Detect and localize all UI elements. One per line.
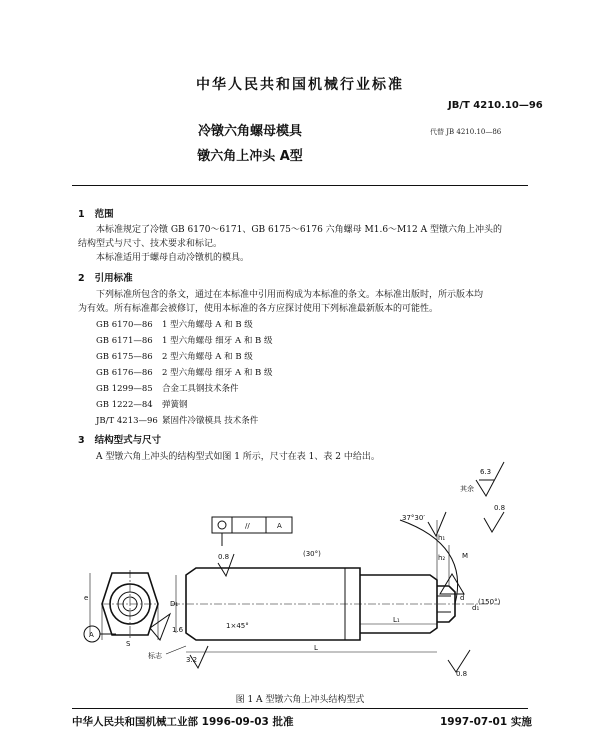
replaces-standard: 代替 JB 4210.10—86	[430, 128, 502, 136]
tolerance-frame	[212, 517, 292, 546]
section-number: 1	[78, 209, 85, 220]
datum-A-label: A	[89, 631, 94, 639]
reference-item: JB/T 4213—96 紧固件冷镦模具 技术条件	[96, 416, 259, 426]
section-1-para-1b: 结构型式与尺寸、技术要求和标记。	[78, 239, 223, 249]
reference-item: GB 6171—86 1 型六角螺母 细牙 A 和 B 级	[96, 336, 273, 346]
section-3-para-1: A 型镦六角上冲头的结构型式如图 1 所示，尺寸在表 1、表 2 中给出。	[96, 452, 380, 462]
standard-org: 中华人民共和国机械行业标准	[196, 77, 404, 93]
dim-d1: d₁	[472, 604, 480, 612]
mark-label: 标志	[148, 652, 162, 660]
dim-e: e	[84, 594, 89, 602]
rough-other-value: 6.3	[480, 468, 492, 476]
angle-30: (30°)	[303, 550, 321, 558]
dim-M: M	[462, 552, 469, 560]
tol-datum: A	[277, 522, 282, 530]
dim-S: S	[126, 640, 131, 648]
rough-3-2: 3.2	[186, 656, 198, 664]
reference-item: GB 1222—84 弹簧钢	[96, 400, 188, 410]
reference-item: GB 6176—86 2 型六角螺母 细牙 A 和 B 级	[96, 368, 273, 378]
reference-item: GB 6175—86 2 型六角螺母 A 和 B 级	[96, 352, 253, 362]
dim-d: d	[460, 594, 465, 602]
standard-number: JB/T 4210.10—96	[448, 100, 543, 111]
dim-L: L	[314, 644, 318, 652]
section-title: 引用标准	[94, 273, 133, 284]
section-2-para-1b: 为有效。所有标准都会被修订，使用本标准的各方应探讨使用下列标准最新版本的可能性。	[78, 304, 439, 314]
chamfer: 1×45°	[226, 622, 249, 630]
reference-item: GB 1299—85 合金工具钢技术条件	[96, 384, 239, 394]
footer-rule	[72, 708, 528, 709]
punch-body	[148, 550, 500, 668]
document-title: 冷镦六角螺母模具	[197, 124, 302, 139]
reference-item: GB 6170—86 1 型六角螺母 A 和 B 级	[96, 320, 253, 330]
end-view	[84, 570, 184, 648]
dim-D1: D₁	[170, 600, 179, 608]
section-2-para-1a: 下列标准所包含的条文，通过在本标准中引用而构成为本标准的条文。本标准出版时，所示版本均	[96, 290, 484, 300]
dim-h2: h₂	[438, 554, 446, 562]
rough-1-6: 1.6	[172, 626, 184, 634]
angle-37: 37°30′	[402, 514, 425, 522]
section-1-para-2: 本标准适用于螺母自动冷镦机的模具。	[96, 253, 250, 263]
roughness-other-symbol	[460, 462, 504, 496]
rough-0-8-bottom: 0.8	[456, 670, 468, 678]
section-number: 3	[78, 435, 85, 446]
section-title: 范围	[94, 209, 114, 220]
section-1-para-1a: 本标准规定了冷镦 GB 6170～6171、GB 6175～6176 六角螺母 M1.6～M12 A 型镦六角上冲头的	[96, 225, 502, 235]
tol-symbol: //	[245, 522, 250, 530]
dim-L1: L₁	[393, 616, 400, 624]
section-number: 2	[78, 273, 85, 284]
approval-text: 中华人民共和国机械工业部 1996-09-03 批准	[72, 716, 294, 728]
rough-0-8-top: 0.8	[218, 553, 230, 561]
rough-0-8-tip: 0.8	[494, 504, 506, 512]
angle-150: (150°)	[478, 598, 501, 606]
section-title: 结构型式与尺寸	[94, 435, 162, 446]
dim-h1: h₁	[438, 534, 446, 542]
figure-caption: 图 1 A 型镦六角上冲头结构型式	[235, 695, 365, 705]
implement-date: 1997-07-01 实施	[440, 716, 532, 728]
document-subtitle: 镦六角上冲头 A型	[197, 149, 303, 164]
rough-other-label: 其余	[460, 485, 474, 493]
